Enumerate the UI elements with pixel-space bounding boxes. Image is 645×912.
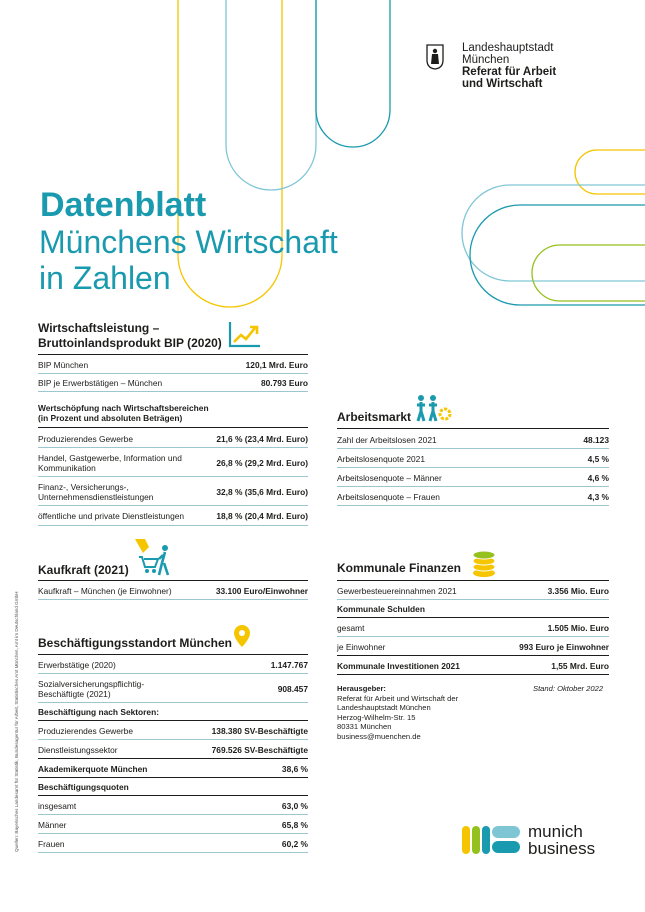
kaufkraft-heading: Kaufkraft (2021) [38, 563, 129, 577]
sector-row-1: Produzierendes Gewerbe 21,6 % (23,4 Mrd. Euro) [38, 430, 308, 448]
publisher-block [337, 684, 458, 741]
finanzen-heading: Kommunale Finanzen [337, 561, 462, 575]
munich-business-wordmark [528, 823, 595, 857]
arbeitsmarkt-row-2: Arbeitslosenquote 2021 4,5 % [337, 450, 609, 468]
schulden-row-1: gesamt 1.505 Mio. Euro [337, 619, 609, 637]
logo-line4: und Wirtschaft [462, 78, 543, 90]
bip-subheading: Wertschöpfung nach Wirtschaftsbereichen (in Prozent und absoluten Beträgen) [38, 403, 209, 423]
publisher-email[interactable]: business@muenchen.de [337, 731, 421, 741]
munich-business-logo-icon [462, 824, 522, 854]
stand-date: Stand: Oktober 2022 [533, 684, 604, 693]
bip-heading-line1: Wirtschaftsleistung – [38, 321, 160, 335]
subtitle-line2: in Zahlen [39, 260, 171, 296]
logo-text [462, 42, 556, 90]
arbeitsmarkt-row-1: Zahl der Arbeitslosen 2021 48.123 [337, 431, 609, 449]
line-chart-icon [228, 320, 262, 348]
munich-crest-icon [426, 44, 444, 70]
investitionen-row: Kommunale Investitionen 2021 1,55 Mrd. Euro [337, 657, 609, 675]
coins-icon [472, 548, 496, 578]
publisher-line: 80331 München [337, 722, 392, 731]
bip-row-1: BIP München 120,1 Mrd. Euro [38, 357, 308, 374]
arbeitsmarkt-heading: Arbeitsmarkt [337, 410, 412, 424]
logo-line3: Referat für Arbeit [462, 66, 557, 78]
sektor-row-2: Dienstleistungssektor 769.526 SV-Beschäftigte [38, 741, 308, 759]
source-note: Quellen: Bayerisches Landesamt für Statistik, Bundesagentur für Arbeit, Statistisches Amt München, Amt im Deutschland GmbH [14, 591, 19, 852]
quote-row-3: Frauen 60,2 % [38, 835, 308, 853]
brand-line1: munich [528, 822, 583, 841]
bip-heading [38, 321, 222, 351]
page-subtitle [39, 224, 338, 296]
sektor-row-1: Produzierendes Gewerbe 138.380 SV-Beschäftigte [38, 722, 308, 740]
schulden-subheading: Kommunale Schulden [337, 604, 425, 614]
bip-heading-line2: Bruttoinlandsprodukt BIP (2020) [38, 336, 222, 350]
arbeitsmarkt-row-4: Arbeitslosenquote – Frauen 4,3 % [337, 488, 609, 506]
logo-line1: Landeshauptstadt [462, 42, 554, 54]
logo-line2: München [462, 54, 510, 66]
brand-line2: business [528, 839, 596, 858]
besch-quoten-subheading: Beschäftigungsquoten [38, 782, 129, 792]
sector-row-3: Finanz-, Versicherungs-, Unternehmensdienstleistungen 32,8 % (35,6 Mrd. Euro) [38, 478, 308, 506]
publisher-label: Herausgeber: [337, 684, 386, 693]
besch-row-2: Sozialversicherungspflichtig-Beschäftigte (2021) 908.457 [38, 675, 308, 703]
finanzen-row-1: Gewerbesteuereinnahmen 2021 3.356 Mio. Euro [337, 582, 609, 600]
besch-sektoren-subheading: Beschäftigung nach Sektoren: [38, 707, 159, 717]
publisher-line: Referat für Arbeit und Wirtschaft der [337, 693, 459, 703]
sector-row-2: Handel, Gastgewerbe, Information und Kommunikation 26,8 % (29,2 Mrd. Euro) [38, 449, 308, 477]
shopping-cart-icon [133, 537, 175, 577]
page-title: Datenblatt [40, 186, 207, 224]
quote-row-1: insgesamt 63,0 % [38, 797, 308, 815]
arbeitsmarkt-row-3: Arbeitslosenquote – Männer 4,6 % [337, 469, 609, 487]
beschaeftigung-heading: Beschäftigungsstandort München [38, 636, 233, 650]
workers-gear-icon [414, 393, 454, 423]
kaufkraft-row: Kaufkraft – München (je Einwohner) 33.100 Euro/Einwohner [38, 582, 308, 600]
location-pin-icon [233, 624, 251, 648]
sector-row-4: öffentliche und private Dienstleistungen 18,8 % (20,4 Mrd. Euro) [38, 507, 308, 526]
quote-row-2: Männer 65,8 % [38, 816, 308, 834]
besch-row-1: Erwerbstätige (2020) 1.147.767 [38, 656, 308, 674]
publisher-line: Herzog-Wilhelm-Str. 15 [337, 712, 416, 722]
publisher-line: Landeshauptstadt München [337, 703, 431, 712]
subtitle-line1: Münchens Wirtschaft [39, 224, 338, 260]
bip-row-2: BIP je Erwerbstätigen – München 80.793 Euro [38, 375, 308, 392]
schulden-row-2: je Einwohner 993 Euro je Einwohner [337, 638, 609, 656]
akademiker-row: Akademikerquote München 38,6 % [38, 760, 308, 778]
